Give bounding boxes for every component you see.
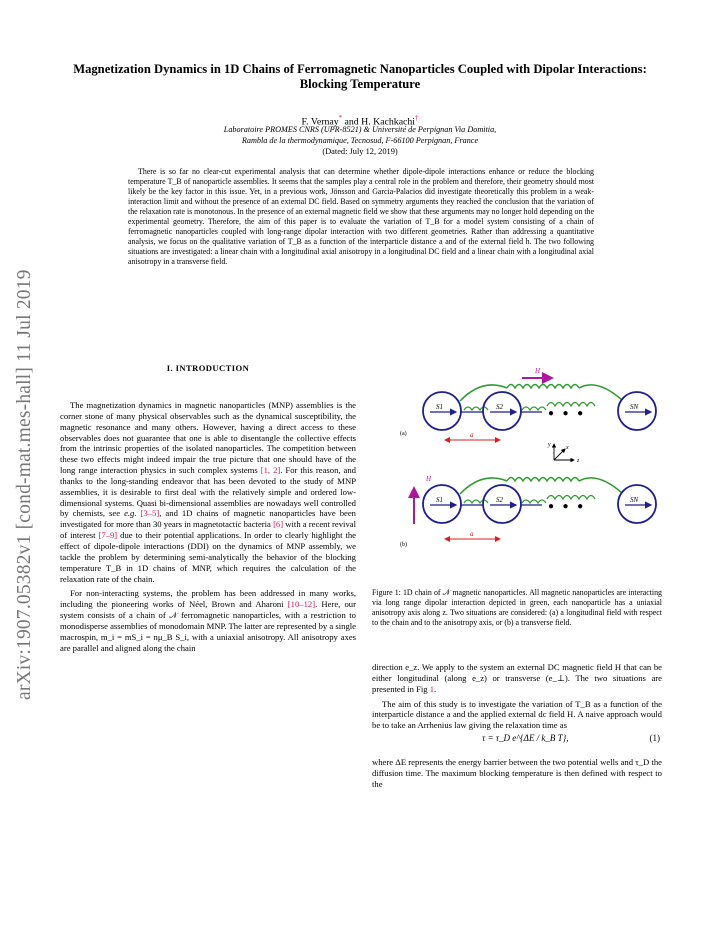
citation-link[interactable]: [6] — [273, 519, 284, 530]
arxiv-stamp-text: arXiv:1907.05382v1 [cond-mat.mes-hall] 11 Jul 2019 — [14, 269, 35, 700]
distance-label: a — [470, 431, 474, 439]
abstract — [128, 167, 594, 267]
date-line: (Dated: July 12, 2019) — [322, 147, 398, 156]
citation-link[interactable]: [7–9] — [98, 530, 118, 541]
intro-text: , and 1D chains of magnetic nanoparticles have been investigated for more than 30 years in magnetotactic bacteria — [60, 508, 356, 530]
chain-ellipsis: ● ● ● — [548, 501, 587, 512]
dipolar-coupling-arc — [579, 478, 622, 493]
author-sep: and — [342, 116, 362, 128]
spring-coil — [522, 500, 546, 503]
citation-link[interactable]: [10–12] — [287, 599, 316, 610]
arxiv-stamp — [14, 180, 44, 700]
intro-paragraph-1 — [60, 400, 356, 584]
intro-text: . Here, our system consists of a chain of 𝒩 ferromagnetic nanoparticles, with a restriction to monodisperse assemblies of monodomain MNP. The latter are represented by a single macrospin, m_i = mS_i = nμ_B S_i, with a uniaxial anisotropy. All anisotropy axes are parallel and aligned along the chain — [60, 599, 356, 653]
spring-coil — [507, 385, 579, 389]
spring-coil — [522, 407, 546, 410]
spin-label-1: S1 — [436, 403, 443, 411]
right-paragraph-2: The aim of this study is to investigate the variation of T_B as a function of the interparticle distance a and the applied external dc field H. A naive approach would be to take an Arrhenius law giving the relaxation time as — [372, 698, 662, 731]
intro-text: . For this reason, and thanks to the long-standing endeavor that has been devoted to the study of MNP assemblies, it is desirable to first deal with the relatively simple and ordered low-dimensional systems. Quasi bi-dimensional assemblies are nowadays well controlled by chemists, see — [60, 465, 356, 519]
author-2-mark[interactable]: † — [415, 114, 419, 122]
author-1-mark[interactable]: * — [338, 114, 343, 122]
spin-label-n: SN — [630, 496, 639, 504]
author-2: H. Kachkachi — [361, 116, 416, 128]
paper-title: Magnetization Dynamics in 1D Chains of Ferromagnetic Nanoparticles Coupled with Dipolar Interactions: Blocking Temperature — [73, 62, 647, 91]
nanoparticle — [423, 485, 461, 523]
figure-1 — [372, 356, 662, 556]
intro-text: e.g. — [124, 508, 137, 519]
equation-number: (1) — [649, 733, 660, 743]
author-1: F. Vernay — [301, 116, 339, 128]
panel-b — [400, 475, 656, 548]
panel-a — [400, 367, 656, 464]
intro-paragraph-2 — [60, 588, 356, 653]
spin-label-n: SN — [630, 403, 639, 411]
right-column — [372, 662, 662, 735]
panel-label-b: (b) — [400, 542, 407, 548]
nanoparticle — [618, 392, 656, 430]
abstract-paragraph: There is so far no clear-cut experimental analysis that can determine whether dipole-dipole interactions enhance or reduce the blocking temperature T_B of nanoparticle assemblies. It seems that the samples play a central role in the problem and therefore, their geometry should most likely be the key factor in this issue. Yet, in a previous work, Jönsson and Garcia-Palacios did investigate theoretically this problem in a weak-interaction limit and without the presence of an external DC field. Based on symmetry arguments they reached the conclusion that the variation of the relaxation rate is monotonous. In the presence of an external magnetic field we show that these arguments may no longer hold depending on the experimental geometry. Therefore, the aim of this paper is to evaluate the variation of T_B for a model system consisting of a chain of ferromagnetic nanoparticles coupled with long-range dipolar interaction with two different geometries. Rather than addressing a quantitative analysis, we focus on the qualitative variation of T_B as a function of the interparticle distance a and of the external field h. The two following situations are investigated: a linear chain with a longitudinal axial anisotropy in a longitudinal DC field and a linear chain with a longitudinal axial anisotropy in a transverse field. — [128, 167, 594, 266]
field-label-a: H — [535, 367, 541, 375]
axis-y-label: y — [548, 442, 551, 448]
affiliation-line-2: Rambla de la thermodynamique, Tecnosud, F-66100 Perpignan, France — [241, 136, 479, 145]
body-text: . — [434, 683, 437, 694]
spring-coil — [464, 500, 488, 503]
spring-coil — [547, 403, 595, 407]
intro-text: with a recent revival of interest — [60, 519, 356, 541]
citation-link[interactable]: [3–5] — [140, 508, 160, 519]
spin-label-1: S1 — [436, 496, 443, 504]
distance-label: a — [470, 530, 474, 538]
left-column — [60, 400, 356, 657]
spring-coil — [507, 478, 579, 482]
right-paragraph-1 — [372, 662, 662, 695]
section-heading-introduction: I. INTRODUCTION — [166, 363, 250, 373]
citation-link[interactable]: [1, 2] — [260, 465, 281, 476]
figure-1-caption: Figure 1: 1D chain of 𝒩 magnetic nanoparticles. All magnetic nanoparticles are interacting via long range dipolar interaction depicted in green, each nanoparticle has a uniaxial anisotropy axis along z. Two situations are considered: (a) a longitudinal field with respect to the chain and to the anisotropy axis, or (b) a transverse field. — [372, 588, 662, 627]
nanoparticle — [483, 392, 521, 430]
body-text: direction e_z. We apply to the system an external DC magnetic field H that can be either longitudinal (along e_z) or transverse (e_⊥). The two situations are presented in Fig — [372, 662, 662, 694]
affiliation-line-1: Laboratoire PROMES CNRS (UPR-8521) & Université de Perpignan Via Domitia, — [223, 125, 497, 134]
intro-text: due to their potential applications. In order to clearly highlight the effect of dipole-dipole interactions (DDI) on the dynamics of MNP assembly, we tackle the problem by determining semi-analytically the behavior of the blocking temperature T_B in 1D chains of MNP, which requires the calculation of the relaxation rate of the chain. — [60, 530, 356, 584]
spin-label-2: S2 — [496, 403, 503, 411]
right-paragraph-3: where ΔE represents the energy barrier between the two potential wells and τ_D the diffusion time. The maximum blocking temperature is then defined with respect to the — [372, 757, 662, 789]
spring-coil — [547, 496, 595, 500]
figure-ref-link[interactable]: 1 — [429, 683, 435, 694]
dipolar-coupling-arc — [579, 385, 622, 400]
chain-ellipsis: ● ● ● — [548, 408, 587, 419]
axis-z-label: z — [577, 458, 580, 464]
spring-coil — [464, 407, 488, 410]
nanoparticle — [423, 392, 461, 430]
intro-text: The magnetization dynamics in magnetic nanoparticles (MNP) assemblies is the corner stone of many physical observables such as the dynamical susceptibility, the magnetic resonance and many others. However, having a direct access to these observables does not guarantee that one is able to disentangle the collective effects from the intrinsic properties of the isolated nanoparticles. The competition between these two effects might indeed impair the true picture that one should have of the long range interaction physics in such complex systems — [60, 400, 356, 476]
field-label-b: H — [426, 475, 432, 483]
nanoparticle — [618, 485, 656, 523]
axis-x-label: x — [566, 445, 569, 451]
figure-1-diagram — [372, 356, 662, 556]
axis-x-arrow — [554, 449, 565, 460]
affiliation — [60, 124, 660, 146]
equation-body: τ = τ_D e^{ΔE / k_B T}, — [482, 733, 569, 743]
panel-label-a: (a) — [400, 431, 407, 437]
intro-text: For non-interacting systems, the problem has been addressed in many works, including the pioneering works of Néel, Brown and Aharoni — [60, 588, 356, 610]
nanoparticle — [483, 485, 521, 523]
spin-label-2: S2 — [496, 496, 503, 504]
right-column-continued — [372, 757, 662, 794]
